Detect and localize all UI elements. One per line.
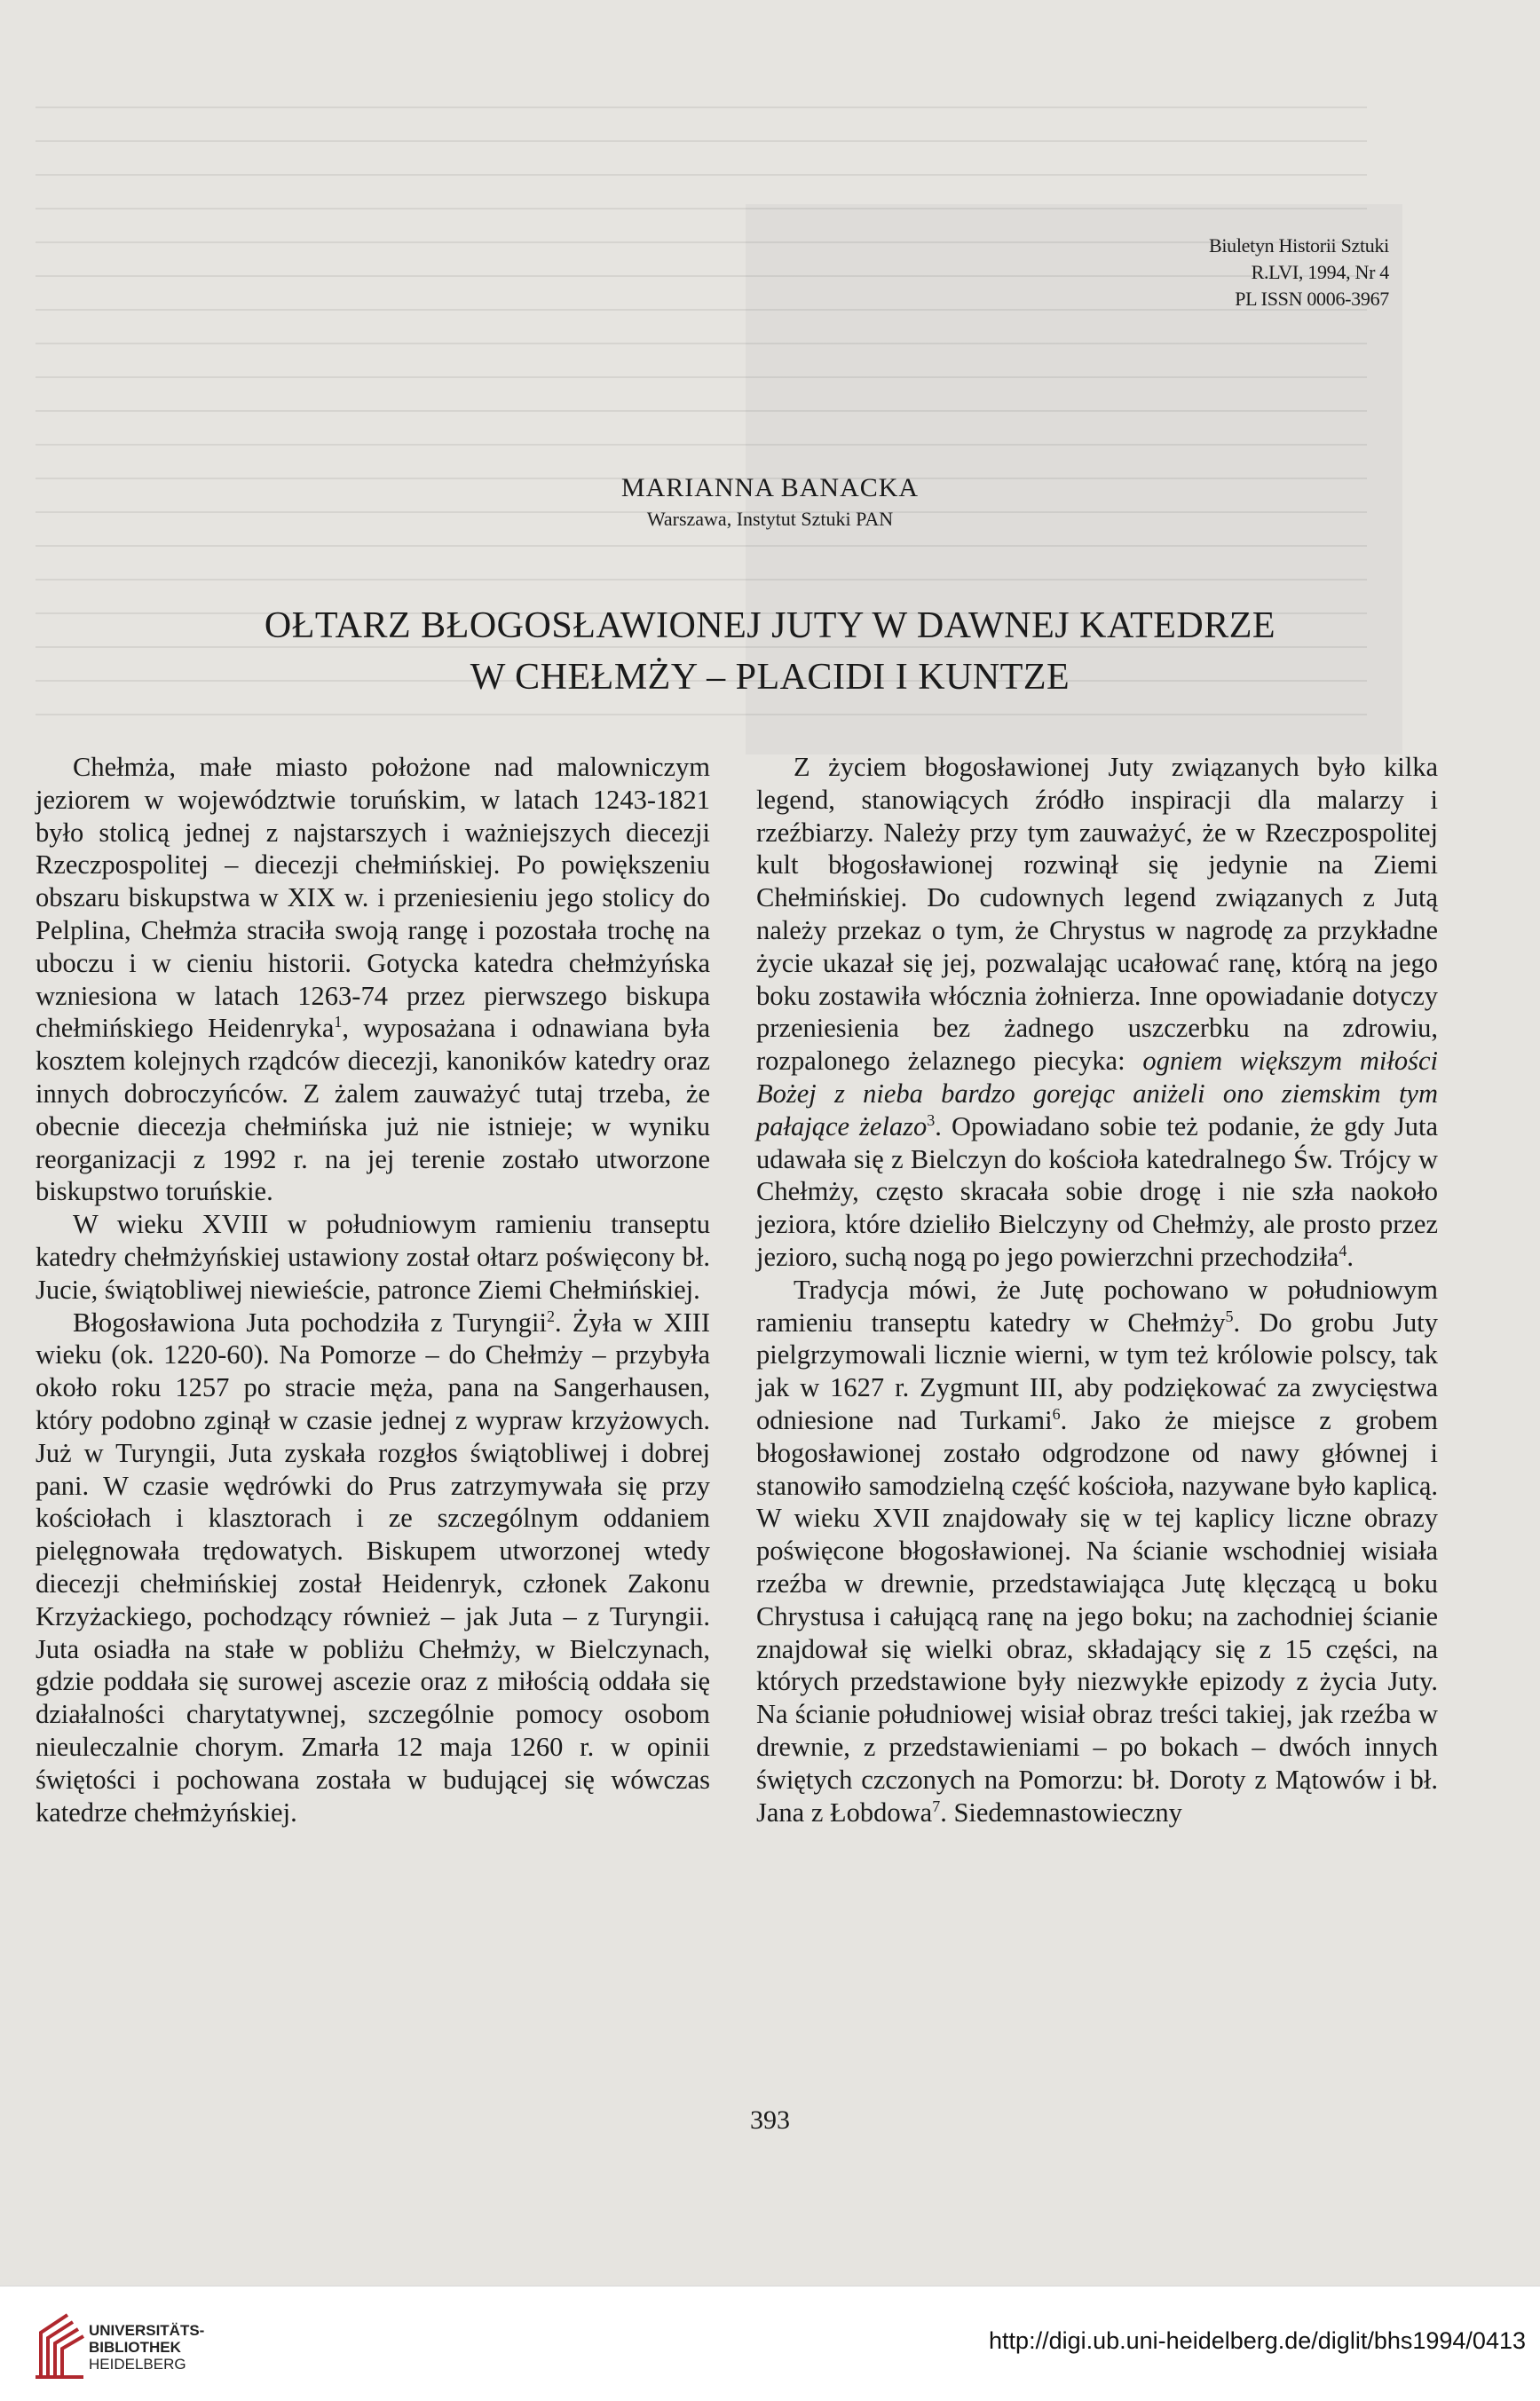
journal-issn: PL ISSN 0006-3967 [1235, 288, 1389, 310]
footnote-ref[interactable]: 4 [1339, 1241, 1347, 1260]
author-affiliation: Warszawa, Instytut Sztuki PAN [646, 508, 894, 530]
text-run: . Opowiadano sobie też podanie, że gdy Juta udawała się z Bielczyn do kościoła katedralnego Św. Trójcy w Chełmży, często skracała sobie drogę i nie szła naokoło jeziora, które dzieliło Bielczyny od Chełmży, ale prosto przez jezioro, suchą nogą po jego powierzchni przechodziła [756, 1110, 1438, 1272]
library-footer [0, 2286, 1540, 2401]
text-run: Z życiem błogosławionej Juty związanych było kilka legend, stanowiących źródło inspiracji dla malarzy i rzeźbiarzy. Należy przy tym zauważyć, że w Rzeczpospolitej kult błogosławionej rozwinął się jedynie na Ziemi Chełmińskiej. Do cudownych legend związanych z Jutą należy przekaz o tym, że Chrystus w nagrodę za przykładne życie ukazał się jej, pozwalając ucałować ranę, którą na jego boku zostawiła włócznia żołnierza. Inne opowiadanie dotyczy przeniesienia bez żadnego uszczerbku na zdrowiu, rozpalonego żelaznego piecyka: [756, 752, 1438, 1077]
text-run: . [1347, 1241, 1354, 1272]
paragraph [36, 751, 710, 1208]
text-run: Tradycja mówi, że Jutę pochowano w południowym ramieniu transeptu katedry w Chełmży [756, 1274, 1438, 1338]
article-title [0, 600, 1540, 703]
text-run: . Siedemnastowieczny [940, 1797, 1182, 1828]
text-run: . Jako że miejsce z grobem błogosławionej zostało odgrodzone od nawy głównej i stanowiło samodzielną część kościoła, nazywane było kaplicą. W wieku XVII znajdowały się w tej kaplicy liczne obrazy poświęcone błogosławionej. Na ścianie wschodniej wisiała rzeźba w drewnie, przedstawiająca Jutę klęczącą u boku Chrystusa i całującą ranę na jego boku; na zachodniej ścianie znajdował się wielki obraz, składający się z 15 części, na których przedstawione były niezwykłe epizody z życia Juty. Na ścianie południowej wisiał obraz treści takiej, jak rzeźba w drewnie, z przedstawieniami – po bokach – dwóch innych świętych czczonych na Pomorzu: bł. Doroty z Mątowów i bł. Jana z Łobdowa [756, 1404, 1438, 1828]
library-name [89, 2322, 204, 2373]
library-name-line: BIBLIOTHEK [89, 2339, 181, 2356]
footnote-ref[interactable]: 5 [1225, 1307, 1234, 1325]
ub-heidelberg-logo-icon[interactable] [32, 2306, 87, 2382]
text-run: , wyposażana i odnawiana była kosztem kolejnych rządców diecezji, kanoników katedry oraz innych dobroczyńców. Z żalem zauważyć tutaj trzeba, że obecnie diecezja chełmińska już nie istnieje; w wyniku reorganizacji z 1992 r. na jej terenie zostało utworzone biskupstwo toruńskie. [36, 1013, 710, 1207]
text-run: W wieku XVIII w południowym ramieniu transeptu katedry chełmżyńskiej ustawiony został ołtarz poświęcony bł. Jucie, świątobliwej niewieście, patronce Ziemi Chełmińskiej. [36, 1209, 710, 1305]
paragraph [756, 751, 1438, 1274]
library-name-line: UNIVERSITÄTS- [89, 2322, 205, 2339]
quote-italic: ogniem większym miłości Bożej z nieba bardzo gorejąc aniżeli ono ziemskim tym pałające żelazo [756, 1046, 1438, 1141]
footnote-ref[interactable]: 7 [932, 1797, 941, 1815]
title-line-2: W CHEŁMŻY – PLACIDI I KUNTZE [470, 657, 1070, 698]
paragraph [36, 1208, 710, 1306]
left-column [36, 751, 710, 1828]
footnote-ref[interactable]: 3 [927, 1110, 936, 1129]
author-name: MARIANNA BANACKA [620, 473, 920, 502]
footnote-ref[interactable]: 1 [334, 1013, 343, 1031]
text-run: Błogosławiona Juta pochodziła z Turyngii [73, 1307, 547, 1338]
paragraph [36, 1307, 710, 1829]
right-column [756, 751, 1438, 1828]
permalink-url[interactable]: http://digi.ub.uni-heidelberg.de/diglit/bhs1994/0413 [989, 2327, 1526, 2354]
journal-info [1209, 233, 1389, 312]
author-block [0, 470, 1540, 533]
footnote-ref[interactable]: 6 [1052, 1404, 1061, 1423]
text-run: . Żyła w XIII wieku (ok. 1220-60). Na Pomorze – do Chełmży – przybyła około roku 1257 po stracie męża, pana na Sangerhausen, który podobno zginął w czasie jednej z wypraw krzyżowych. Już w Turyngii, Juta zyskała rozgłos świątobliwej i dobrej pani. W czasie wędrówki do Prus zatrzymywała się przy kościołach i klasztorach i ze szczególnym oddaniem pielęgnowała trędowatych. Biskupem utworzonej wtedy diecezji chełmińskiej został Heidenryk, członek Zakonu Krzyżackiego, pochodzący również – jak Juta – z Turyngii. Juta osiadła na stałe w pobliżu Chełmży, w Bielczynach, gdzie poddała się surowej ascezie oraz z miłością oddała się działalności charytatywnej, szczególnie pomocy osobom nieuleczalnie chorym. Zmarła 12 maja 1260 r. w opinii świętości i pochowana została w budującej się wówczas katedrze chełmżyńskiej. [36, 1307, 710, 1828]
text-run: Chełmża, małe miasto położone nad malowniczym jeziorem w województwie toruńskim, w latach 1243-1821 było stolicą jednej z najstarszych i ważniejszych diecezji Rzeczpospolitej – diecezji chełmińskiej. Po powiększeniu obszaru biskupstwa w XIX w. i przeniesieniu jego stolicy do Pelplina, Chełmża straciła swoją rangę i pozostała trochę na uboczu i w cieniu historii. Gotycka katedra chełmżyńska wzniesiona w latach 1263-74 przez pierwszego biskupa chełmińskiego Heidenryka [36, 752, 710, 1044]
page-number: 393 [750, 2105, 790, 2135]
library-name-line: HEIDELBERG [89, 2356, 186, 2373]
text-run: . Do grobu Juty pielgrzymowali licznie wierni, w tym też królowie polscy, tak jak w 1627 r. Zygmunt III, aby podziękować za zwycięstwa odniesione nad Turkami [756, 1307, 1438, 1435]
title-line-1: OŁTARZ BŁOGOSŁAWIONEJ JUTY W DAWNEJ KATEDRZE [264, 605, 1276, 646]
paragraph [756, 1274, 1438, 1829]
journal-volume: R.LVI, 1994, Nr 4 [1251, 261, 1389, 283]
footnote-ref[interactable]: 2 [546, 1307, 555, 1325]
journal-name: Biuletyn Historii Sztuki [1208, 234, 1389, 257]
